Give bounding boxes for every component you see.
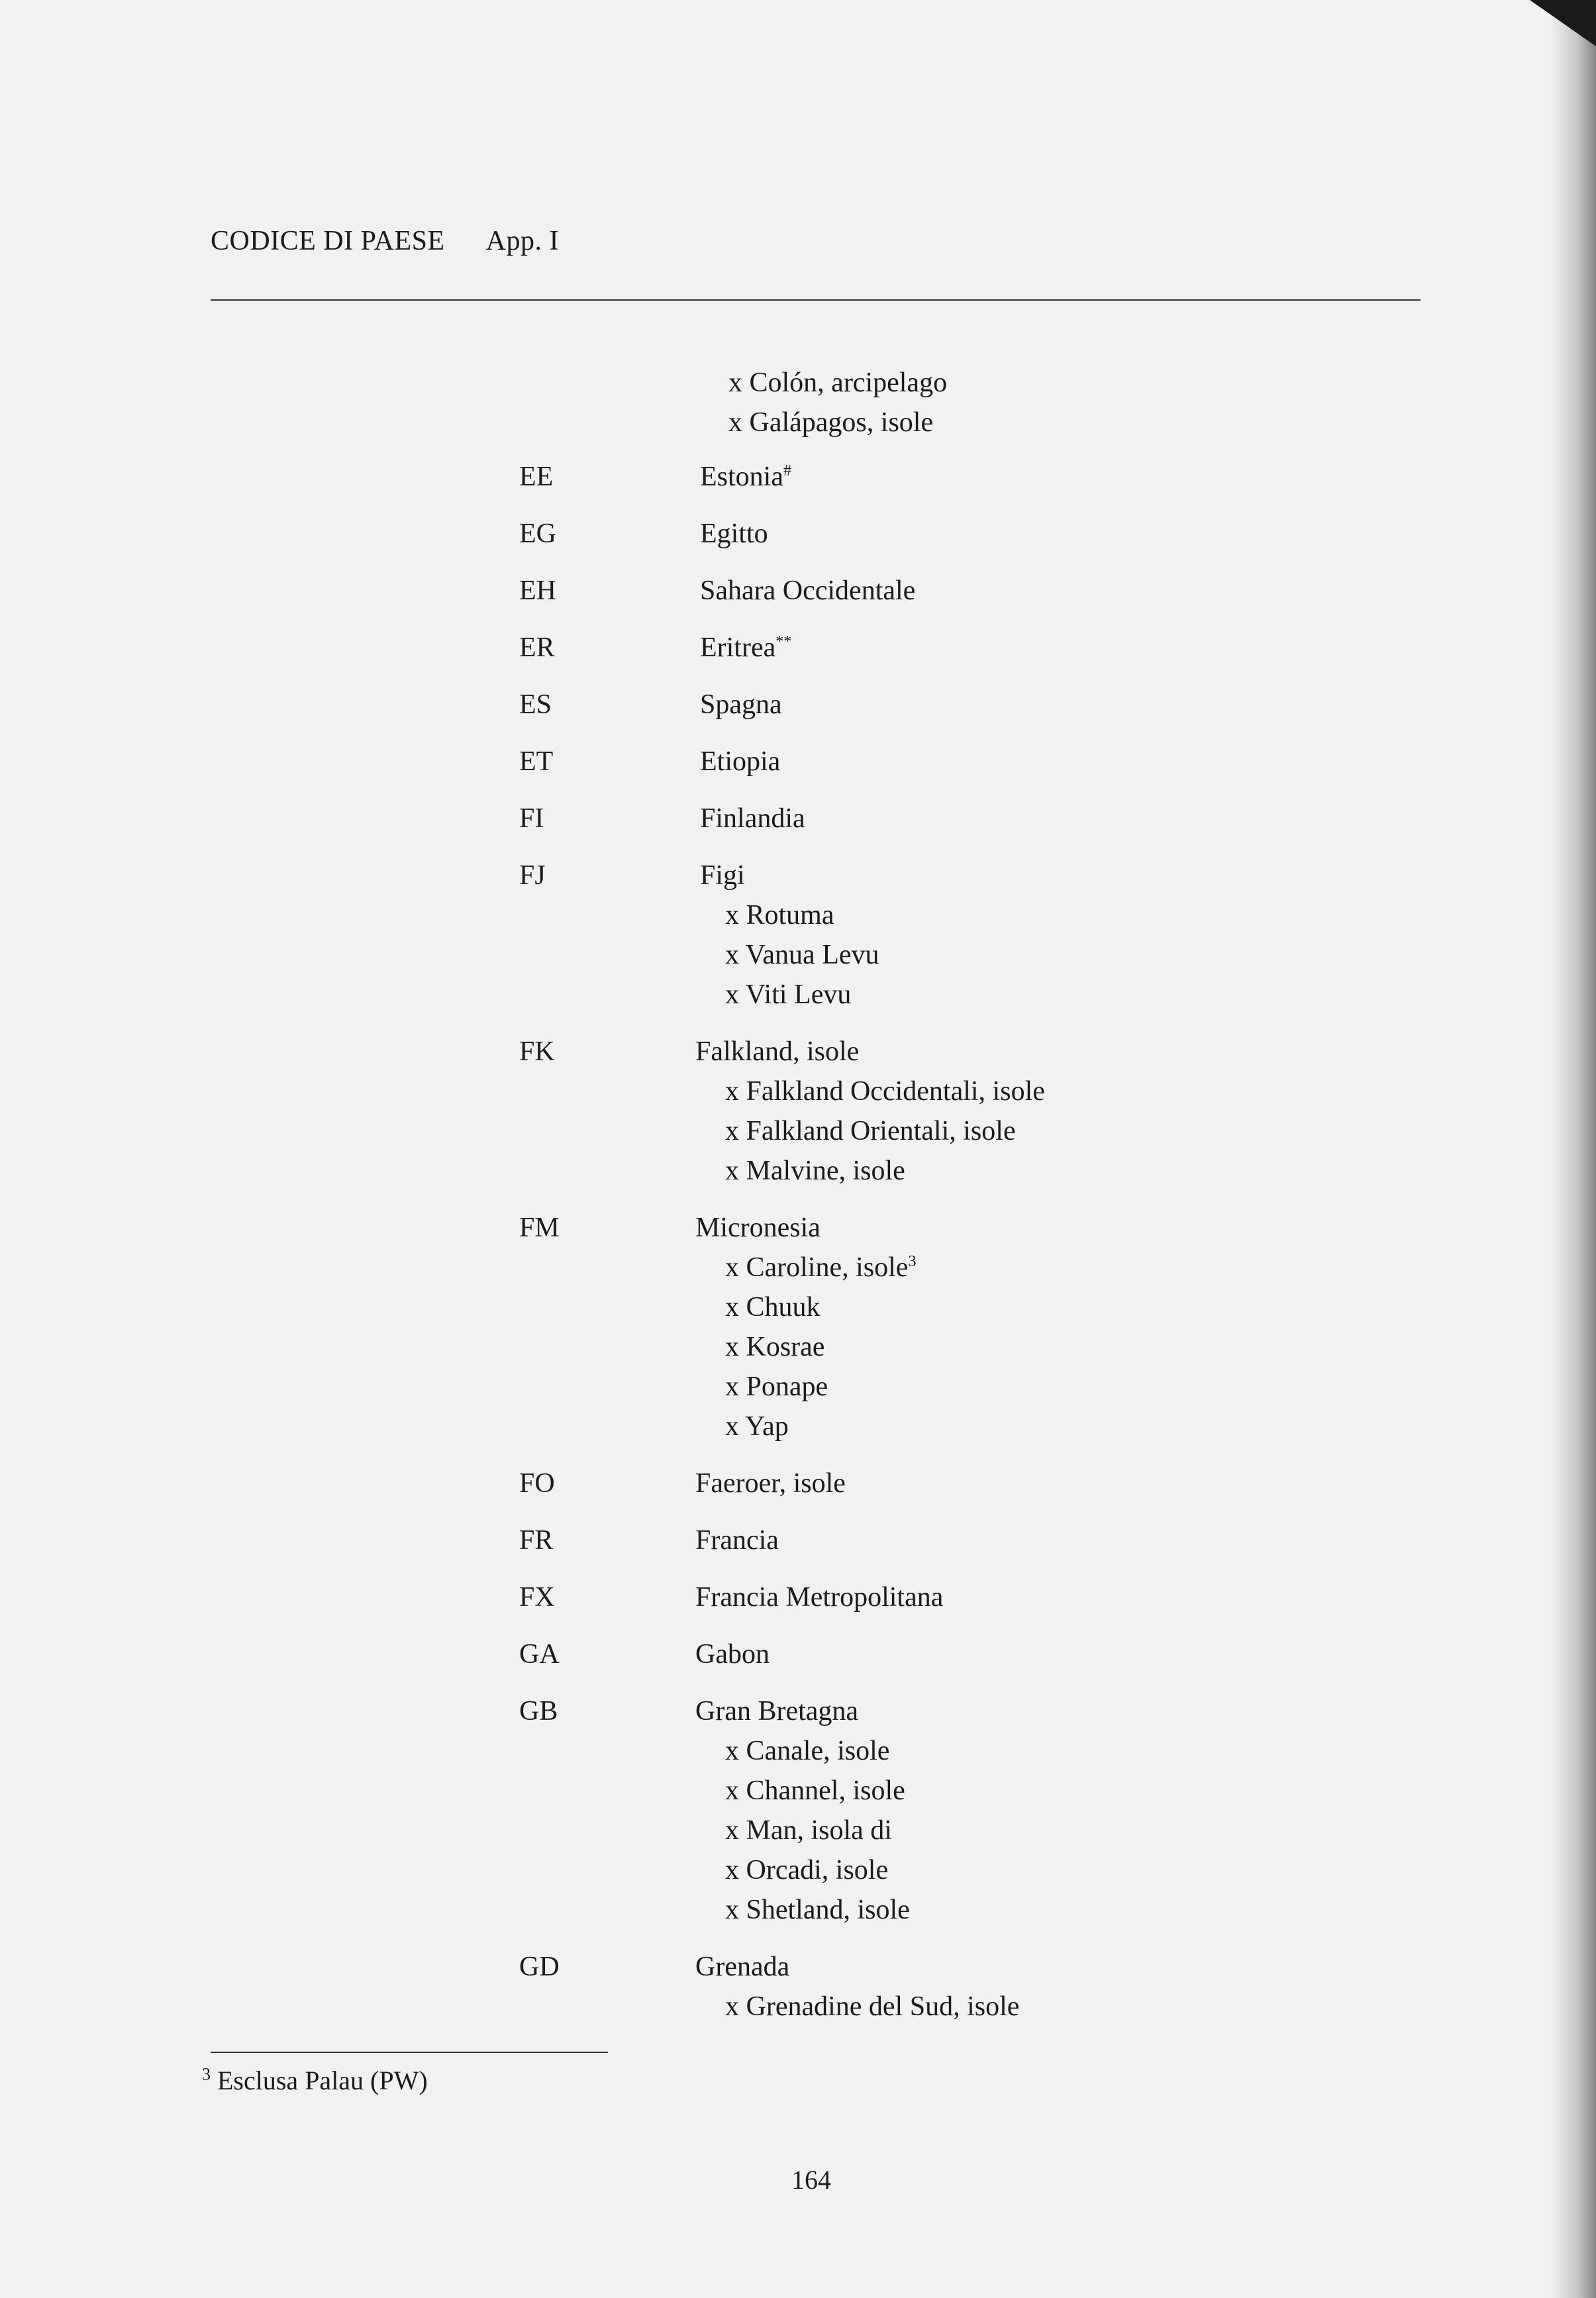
country-name-text: Eritrea: [700, 632, 776, 663]
country-name-text: Francia Metropolitana: [695, 1582, 944, 1613]
country-name: [700, 571, 915, 611]
sub-entry-text: [725, 1771, 905, 1811]
country-name: [695, 1464, 846, 1503]
entry-head: [0, 1634, 1596, 1674]
country-code: EE: [519, 462, 554, 492]
footnote-rule: [211, 2052, 608, 2053]
country-name-text: Grenada: [695, 1952, 790, 1982]
sub-entry: [0, 1811, 1596, 1850]
country-code: GD: [519, 1952, 560, 1982]
sub-entry-text: [725, 1327, 824, 1367]
running-header: [211, 225, 559, 257]
country-name-text: Faeroer, isole: [695, 1468, 846, 1499]
country-name-text: Francia: [695, 1525, 779, 1556]
country-code: ER: [519, 632, 555, 663]
entry-head: [0, 1032, 1596, 1072]
entry-head: [0, 514, 1596, 554]
sub-entry-label: x Canale, isole: [725, 1736, 890, 1766]
sub-entry-label: x Malvine, isole: [725, 1156, 905, 1186]
sub-entry-label: x Viti Levu: [725, 979, 852, 1010]
sub-entry: [0, 1890, 1596, 1930]
country-entry: [0, 457, 1596, 497]
sub-entry-label: x Falkland Occidentali, isole: [725, 1076, 1045, 1107]
country-code: FM: [519, 1213, 560, 1243]
sub-entry-label: x Ponape: [725, 1372, 828, 1402]
country-code: GB: [519, 1696, 558, 1726]
sub-entry-label: x Caroline, isole: [725, 1252, 909, 1283]
country-name: [695, 1032, 859, 1072]
country-code: FI: [519, 803, 544, 834]
country-entry: [0, 514, 1596, 554]
sub-entry: [0, 935, 1596, 975]
country-name: [700, 856, 745, 895]
country-entry: [0, 1947, 1596, 2026]
country-code: EH: [519, 575, 556, 606]
sub-entry: x Galápagos, isole: [728, 407, 934, 438]
country-mark: #: [783, 462, 791, 479]
entry-head: [0, 685, 1596, 724]
sub-entry-text: [725, 1811, 892, 1850]
country-name-text: Egitto: [700, 519, 768, 549]
entry-head: [0, 1577, 1596, 1617]
country-code: FO: [519, 1468, 555, 1499]
entry-head: [0, 1691, 1596, 1731]
country-code: EG: [519, 519, 556, 549]
country-name: [700, 628, 791, 668]
header-rule: [211, 299, 1421, 301]
sub-entry-label: x Kosrae: [725, 1332, 825, 1362]
page-corner: [1530, 0, 1596, 46]
sub-entry-label: x Channel, isole: [725, 1775, 905, 1806]
country-entry: [0, 685, 1596, 724]
country-name: [700, 742, 780, 781]
country-entry: [0, 799, 1596, 838]
sub-entry-text: [725, 1248, 916, 1287]
sub-entry-label: x Falkland Orientali, isole: [725, 1116, 1016, 1146]
country-name-text: Figi: [700, 860, 745, 891]
sub-entry-text: [725, 1407, 789, 1446]
country-entry: [0, 1691, 1596, 1930]
entry-head: [0, 1208, 1596, 1248]
country-entry: [0, 1464, 1596, 1503]
country-code: ET: [519, 746, 554, 777]
sub-entry-label: x Chuuk: [725, 1292, 821, 1323]
sub-entry: [0, 1987, 1596, 2026]
sub-entry-text: [725, 1850, 888, 1890]
sub-entry-text: [725, 1072, 1045, 1111]
country-entry: [0, 742, 1596, 781]
country-name-text: Finlandia: [700, 803, 805, 834]
sub-entry-text: [725, 935, 879, 975]
country-code-list: [0, 363, 1596, 2044]
sub-entry: [0, 975, 1596, 1015]
continuation-entry: [0, 363, 1596, 442]
sub-entry: [0, 1771, 1596, 1811]
country-name: [695, 1691, 858, 1731]
entry-head: [0, 457, 1596, 497]
country-name-text: Gran Bretagna: [695, 1696, 859, 1726]
sub-entry-label: x Grenadine del Sud, isole: [725, 1991, 1020, 2022]
country-entry: [0, 1032, 1596, 1191]
entry-head: [0, 1521, 1596, 1560]
sub-entry-text: [725, 1151, 905, 1191]
country-entry: [0, 1208, 1596, 1446]
country-code: FJ: [519, 860, 546, 891]
sub-entry-text: [725, 975, 851, 1015]
sub-entry: [0, 1072, 1596, 1111]
country-name: [700, 514, 768, 554]
country-entry: [0, 1521, 1596, 1560]
sub-entry: x Colón, arcipelago: [728, 368, 948, 398]
country-name: [695, 1208, 821, 1248]
country-name-text: Falkland, isole: [695, 1036, 860, 1067]
footnote-ref: 3: [908, 1253, 917, 1270]
sub-entry: [0, 1367, 1596, 1407]
entry-head: [0, 799, 1596, 838]
country-name-text: Micronesia: [695, 1213, 821, 1243]
footnote: [202, 2065, 428, 2096]
country-name-text: Etiopia: [700, 746, 781, 777]
country-code: ES: [519, 689, 552, 720]
sub-entry: [0, 1111, 1596, 1151]
sub-entry-label: x Vanua Levu: [725, 940, 879, 970]
sub-entry-text: [725, 1111, 1016, 1151]
entry-head: [0, 571, 1596, 611]
sub-entry-label: x Orcadi, isole: [725, 1855, 889, 1885]
entry-head: [0, 856, 1596, 895]
sub-entry: [0, 1850, 1596, 1890]
country-entry: [0, 628, 1596, 668]
country-code: FR: [519, 1525, 554, 1556]
page-number: 164: [791, 2165, 831, 2195]
sub-entry-label: x Yap: [725, 1411, 789, 1442]
country-name-text: Sahara Occidentale: [700, 575, 916, 606]
country-mark: **: [775, 633, 792, 650]
sub-entry-text: [725, 1731, 889, 1771]
sub-entry-text: [725, 1287, 821, 1327]
country-entry: [0, 1634, 1596, 1674]
country-name: [695, 1947, 789, 1987]
sub-entry-label: x Rotuma: [725, 900, 834, 930]
country-code: GA: [519, 1639, 560, 1670]
country-entry: [0, 571, 1596, 611]
country-name: [700, 457, 791, 497]
header-title: CODICE DI PAESE: [211, 226, 445, 256]
country-name: [700, 799, 805, 838]
sub-entry: [0, 1327, 1596, 1367]
country-code: FK: [519, 1036, 555, 1067]
sub-entry: [0, 1731, 1596, 1771]
country-entry: [0, 856, 1596, 1015]
country-entry: [0, 1577, 1596, 1617]
sub-entry-label: x Man, isola di: [725, 1815, 892, 1846]
country-name-text: Estonia: [700, 462, 783, 492]
country-name-text: Gabon: [695, 1639, 770, 1670]
footnote-number: 3: [202, 2064, 211, 2084]
sub-entry-text: [725, 895, 834, 935]
country-name: [695, 1634, 770, 1674]
country-name: [695, 1577, 943, 1617]
sub-entry: [0, 1248, 1596, 1287]
entry-head: [0, 1464, 1596, 1503]
sub-entry: [0, 1151, 1596, 1191]
sub-entry-text: [725, 1367, 828, 1407]
footnote-text: Esclusa Palau (PW): [217, 2066, 428, 2095]
country-name: [695, 1521, 779, 1560]
entry-head: [0, 1947, 1596, 1987]
entry-head: [0, 742, 1596, 781]
country-name: [700, 685, 782, 724]
sub-entry-label: x Shetland, isole: [725, 1895, 910, 1925]
country-code: FX: [519, 1582, 555, 1613]
sub-entry: [0, 1407, 1596, 1446]
sub-entry: [0, 895, 1596, 935]
country-name-text: Spagna: [700, 689, 782, 720]
sub-entry-text: [725, 1987, 1019, 2026]
sub-entry-text: [725, 1890, 910, 1930]
entry-head: [0, 628, 1596, 668]
header-appendix: App. I: [485, 226, 559, 256]
sub-entry: [0, 1287, 1596, 1327]
